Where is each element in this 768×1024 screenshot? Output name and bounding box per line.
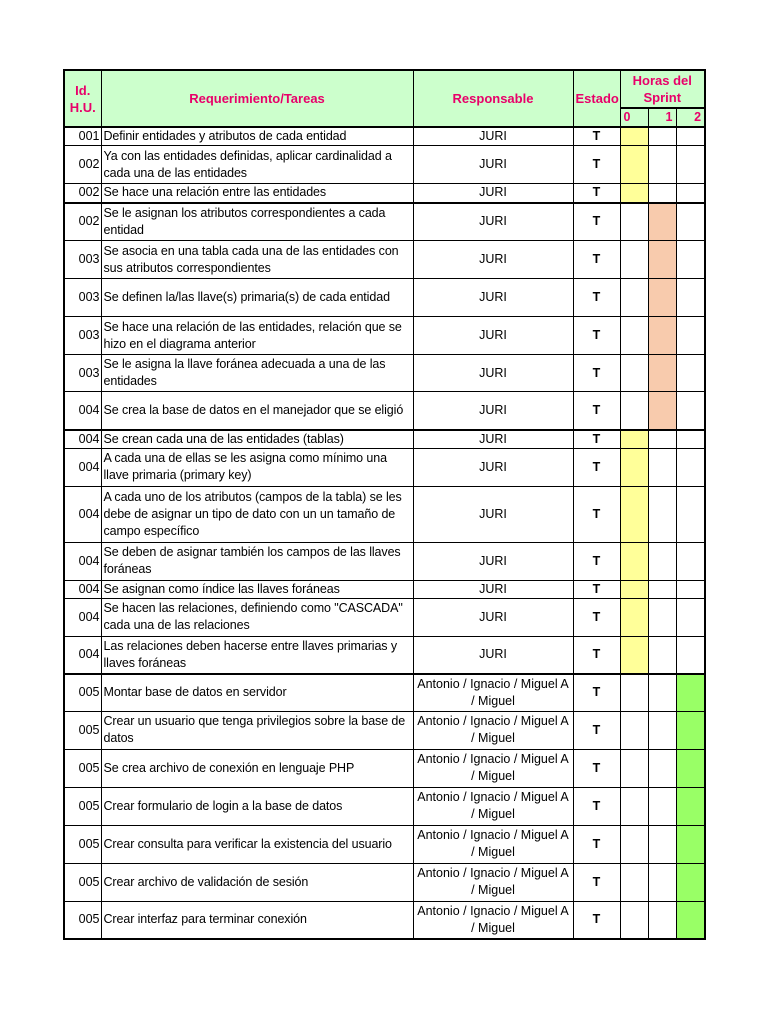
row-hours-1: [648, 184, 676, 203]
row-hours-2: [676, 317, 705, 355]
row-hours-1: [648, 241, 676, 279]
row-state: T: [573, 825, 620, 863]
row-state: T: [573, 749, 620, 787]
row-task: Se crea archivo de conexión en lenguaje PHP: [101, 749, 413, 787]
row-state: T: [573, 241, 620, 279]
row-hours-1: [648, 317, 676, 355]
row-hours-2: [676, 355, 705, 392]
row-task: Crear archivo de validación de sesión: [101, 863, 413, 901]
row-state: T: [573, 203, 620, 241]
row-hours-2: [676, 825, 705, 863]
row-task: Se hace una relación entre las entidades: [101, 184, 413, 203]
table-row: [64, 127, 705, 146]
row-hours-0: [620, 486, 648, 542]
row-hours-0: [620, 674, 648, 711]
row-hours-2: [676, 636, 705, 674]
row-hours-0: [620, 580, 648, 598]
row-task: Se hace una relación de las entidades, relación que se hizo en el diagrama anterior: [101, 317, 413, 355]
row-id: 004: [64, 542, 101, 580]
table-row: [64, 711, 705, 749]
row-hours-1: [648, 787, 676, 825]
row-id: 004: [64, 636, 101, 674]
row-responsible: Antonio / Ignacio / Miguel A / Miguel: [413, 749, 573, 787]
table-row: [64, 598, 705, 636]
row-hours-0: [620, 598, 648, 636]
row-task: Definir entidades y atributos de cada entidad: [101, 127, 413, 146]
row-hours-0: [620, 542, 648, 580]
row-responsible: JURI: [413, 598, 573, 636]
table-row: [64, 146, 705, 184]
row-task: Se asignan como índice las llaves foráneas: [101, 580, 413, 598]
row-id: 003: [64, 355, 101, 392]
row-state: T: [573, 901, 620, 939]
row-hours-2: [676, 598, 705, 636]
row-hours-1: [648, 825, 676, 863]
row-state: T: [573, 674, 620, 711]
row-hours-2: [676, 901, 705, 939]
row-task: Crear formulario de login a la base de datos: [101, 787, 413, 825]
row-state: T: [573, 711, 620, 749]
row-responsible: JURI: [413, 355, 573, 392]
row-task: Crear un usuario que tenga privilegios sobre la base de datos: [101, 711, 413, 749]
row-responsible: JURI: [413, 430, 573, 449]
row-hours-0: [620, 203, 648, 241]
row-responsible: JURI: [413, 241, 573, 279]
row-hours-2: [676, 542, 705, 580]
header-hours-2: 2: [676, 108, 705, 127]
header-responsible: Responsable: [413, 70, 573, 127]
row-hours-2: [676, 711, 705, 749]
row-id: 005: [64, 825, 101, 863]
row-hours-1: [648, 636, 676, 674]
row-id: 005: [64, 863, 101, 901]
row-state: T: [573, 542, 620, 580]
row-hours-0: [620, 279, 648, 317]
row-hours-0: [620, 749, 648, 787]
row-task: Se crea la base de datos en el manejador que se eligió: [101, 392, 413, 430]
row-hours-2: [676, 184, 705, 203]
row-id: 001: [64, 127, 101, 146]
table-row: [64, 749, 705, 787]
row-hours-2: [676, 146, 705, 184]
header-hours-1: 1: [648, 108, 676, 127]
row-hours-1: [648, 146, 676, 184]
row-id: 005: [64, 674, 101, 711]
row-id: 004: [64, 448, 101, 486]
row-hours-0: [620, 901, 648, 939]
table-row: [64, 901, 705, 939]
row-hours-0: [620, 863, 648, 901]
row-hours-1: [648, 279, 676, 317]
task-rows: [64, 127, 705, 939]
row-state: T: [573, 355, 620, 392]
row-id: 003: [64, 279, 101, 317]
row-hours-2: [676, 486, 705, 542]
row-task: Se le asignan los atributos correspondientes a cada entidad: [101, 203, 413, 241]
row-id: 005: [64, 787, 101, 825]
row-task: Se deben de asignar también los campos de las llaves foráneas: [101, 542, 413, 580]
row-hours-1: [648, 355, 676, 392]
row-responsible: JURI: [413, 448, 573, 486]
table-row: [64, 542, 705, 580]
row-id: 004: [64, 486, 101, 542]
row-hours-2: [676, 203, 705, 241]
row-hours-1: [648, 598, 676, 636]
table-row: [64, 392, 705, 430]
row-task: Se le asigna la llave foránea adecuada a una de las entidades: [101, 355, 413, 392]
row-responsible: JURI: [413, 580, 573, 598]
row-responsible: JURI: [413, 184, 573, 203]
row-task: Se crean cada una de las entidades (tablas): [101, 430, 413, 449]
row-id: 004: [64, 580, 101, 598]
row-task: Las relaciones deben hacerse entre llaves primarias y llaves foráneas: [101, 636, 413, 674]
row-state: T: [573, 448, 620, 486]
row-task: Crear interfaz para terminar conexión: [101, 901, 413, 939]
header-hours: Horas del Sprint: [620, 70, 705, 108]
row-id: 002: [64, 184, 101, 203]
header-id: [64, 70, 101, 127]
row-hours-2: [676, 674, 705, 711]
row-state: T: [573, 598, 620, 636]
row-id: 004: [64, 598, 101, 636]
row-task: A cada una de ellas se les asigna como mínimo una llave primaria (primary key): [101, 448, 413, 486]
row-responsible: JURI: [413, 279, 573, 317]
table-row: [64, 355, 705, 392]
row-hours-1: [648, 542, 676, 580]
row-hours-2: [676, 448, 705, 486]
row-hours-1: [648, 863, 676, 901]
row-id: 004: [64, 392, 101, 430]
row-id: 005: [64, 901, 101, 939]
table-row: [64, 430, 705, 449]
row-hours-0: [620, 146, 648, 184]
row-hours-1: [648, 749, 676, 787]
row-responsible: JURI: [413, 146, 573, 184]
row-state: T: [573, 184, 620, 203]
row-hours-2: [676, 787, 705, 825]
table-row: [64, 825, 705, 863]
header-id-label: Id. H.U.: [69, 82, 96, 115]
row-id: 003: [64, 241, 101, 279]
row-hours-0: [620, 127, 648, 146]
table-row: [64, 448, 705, 486]
row-responsible: Antonio / Ignacio / Miguel A / Miguel: [413, 825, 573, 863]
row-responsible: Antonio / Ignacio / Miguel A / Miguel: [413, 901, 573, 939]
row-hours-1: [648, 486, 676, 542]
row-responsible: JURI: [413, 203, 573, 241]
table-row: [64, 203, 705, 241]
header-state: Estado: [573, 70, 620, 127]
row-hours-0: [620, 184, 648, 203]
row-task: Se definen la/las llave(s) primaria(s) de cada entidad: [101, 279, 413, 317]
row-id: 005: [64, 749, 101, 787]
table-row: [64, 636, 705, 674]
row-hours-0: [620, 355, 648, 392]
row-responsible: JURI: [413, 542, 573, 580]
row-hours-1: [648, 711, 676, 749]
row-state: T: [573, 486, 620, 542]
row-task: Se hacen las relaciones, definiendo como "CASCADA" cada una de las relaciones: [101, 598, 413, 636]
row-state: T: [573, 279, 620, 317]
sprint-backlog-table: [63, 69, 706, 940]
header-hours-0: 0: [620, 108, 648, 127]
table-row: [64, 184, 705, 203]
row-responsible: JURI: [413, 636, 573, 674]
row-task: A cada uno de los atributos (campos de la tabla) se les debe de asignar un tipo de dato con un un tamaño de campo específico: [101, 486, 413, 542]
row-hours-1: [648, 127, 676, 146]
row-hours-1: [648, 580, 676, 598]
row-hours-1: [648, 901, 676, 939]
row-hours-1: [648, 674, 676, 711]
row-state: T: [573, 146, 620, 184]
row-id: 002: [64, 203, 101, 241]
row-hours-0: [620, 448, 648, 486]
row-id: 005: [64, 711, 101, 749]
row-id: 004: [64, 430, 101, 449]
row-responsible: Antonio / Ignacio / Miguel A / Miguel: [413, 711, 573, 749]
row-task: Montar base de datos en servidor: [101, 674, 413, 711]
row-hours-0: [620, 317, 648, 355]
row-hours-1: [648, 392, 676, 430]
row-hours-0: [620, 241, 648, 279]
row-hours-0: [620, 711, 648, 749]
row-state: T: [573, 430, 620, 449]
table-row: [64, 241, 705, 279]
row-state: T: [573, 317, 620, 355]
row-hours-2: [676, 580, 705, 598]
row-responsible: JURI: [413, 486, 573, 542]
row-task: Crear consulta para verificar la existencia del usuario: [101, 825, 413, 863]
table-row: [64, 674, 705, 711]
row-hours-0: [620, 430, 648, 449]
row-hours-2: [676, 127, 705, 146]
row-hours-0: [620, 392, 648, 430]
row-responsible: Antonio / Ignacio / Miguel A / Miguel: [413, 787, 573, 825]
row-responsible: JURI: [413, 127, 573, 146]
row-state: T: [573, 392, 620, 430]
row-state: T: [573, 636, 620, 674]
table-row: [64, 317, 705, 355]
row-state: T: [573, 580, 620, 598]
table-row: [64, 580, 705, 598]
row-responsible: JURI: [413, 317, 573, 355]
row-hours-0: [620, 825, 648, 863]
row-hours-1: [648, 430, 676, 449]
row-hours-2: [676, 279, 705, 317]
row-id: 002: [64, 146, 101, 184]
row-hours-2: [676, 392, 705, 430]
row-hours-2: [676, 430, 705, 449]
row-hours-2: [676, 749, 705, 787]
table-row: [64, 486, 705, 542]
table-row: [64, 863, 705, 901]
row-hours-0: [620, 787, 648, 825]
row-hours-1: [648, 448, 676, 486]
table-row: [64, 279, 705, 317]
row-state: T: [573, 127, 620, 146]
row-responsible: Antonio / Ignacio / Miguel A / Miguel: [413, 674, 573, 711]
row-task: Se asocia en una tabla cada una de las entidades con sus atributos correspondientes: [101, 241, 413, 279]
row-state: T: [573, 863, 620, 901]
row-responsible: JURI: [413, 392, 573, 430]
header-task: Requerimiento/Tareas: [101, 70, 413, 127]
table-row: [64, 787, 705, 825]
row-hours-2: [676, 241, 705, 279]
row-responsible: Antonio / Ignacio / Miguel A / Miguel: [413, 863, 573, 901]
row-hours-2: [676, 863, 705, 901]
row-id: 003: [64, 317, 101, 355]
row-state: T: [573, 787, 620, 825]
row-hours-0: [620, 636, 648, 674]
row-hours-1: [648, 203, 676, 241]
row-task: Ya con las entidades definidas, aplicar cardinalidad a cada una de las entidades: [101, 146, 413, 184]
